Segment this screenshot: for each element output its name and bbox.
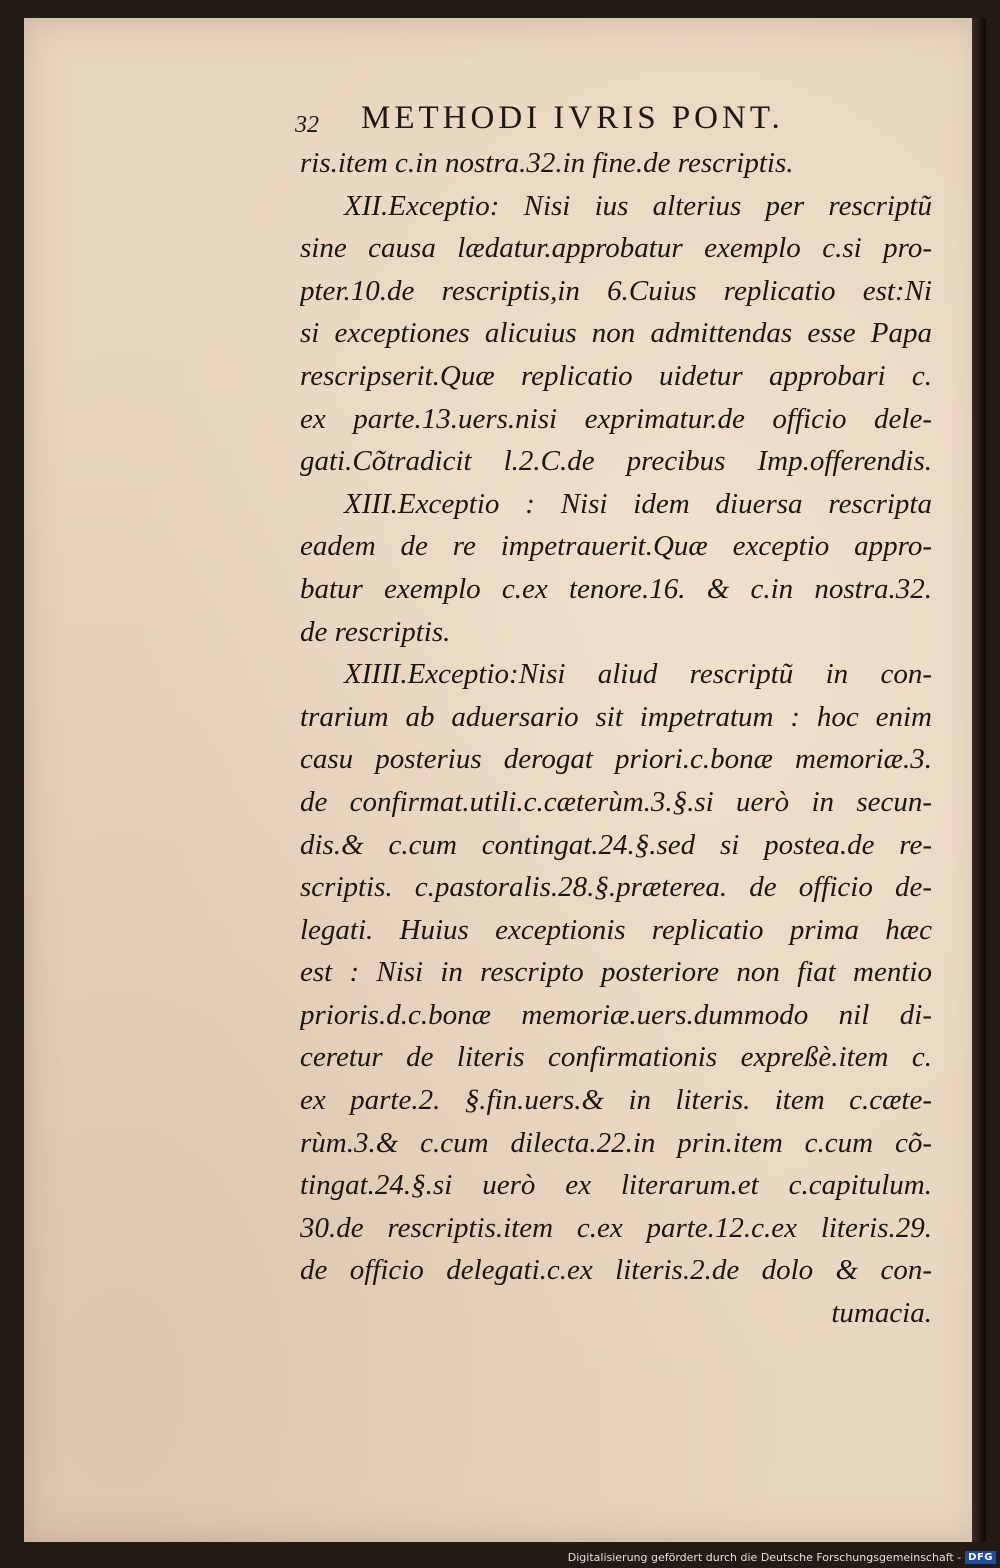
text-line: batur exemplo c.ex tenore.16. & c.in nostra.32. bbox=[300, 572, 932, 605]
text-line: dis.& c.cum contingat.24.§.sed si postea.de re- bbox=[300, 828, 932, 861]
text-line: ex parte.2. §.fin.uers.& in literis. item c.cæte- bbox=[300, 1084, 932, 1117]
body-text bbox=[300, 142, 932, 1335]
credit-text: Digitalisierung gefördert durch die Deutsche Forschungsgemeinschaft - bbox=[567, 1551, 962, 1564]
text-line: gati.Cõtradicit l.2.C.de precibus Imp.offerendis. bbox=[300, 445, 932, 478]
digitization-credit bbox=[568, 1551, 996, 1564]
text-line: XII.Exceptio: Nisi ius alterius per rescriptũ bbox=[344, 189, 932, 222]
text-line: de rescriptis. bbox=[300, 615, 451, 648]
dfg-logo: DFG bbox=[965, 1551, 996, 1564]
text-line: legati. Huius exceptionis replicatio prima hæc bbox=[300, 913, 932, 946]
text-line: rescripserit.Quæ replicatio uidetur approbari c. bbox=[300, 359, 932, 392]
text-line: 30.de rescriptis.item c.ex parte.12.c.ex literis.29. bbox=[300, 1211, 932, 1244]
page-gutter-shadow bbox=[972, 18, 986, 1542]
text-line: tingat.24.§.si uerò ex literarum.et c.capitulum. bbox=[300, 1169, 932, 1202]
text-line: prioris.d.c.bonæ memoriæ.uers.dummodo nil di- bbox=[300, 998, 932, 1031]
text-line: scriptis. c.pastoralis.28.§.præterea. de officio de- bbox=[300, 871, 932, 904]
text-line: de officio delegati.c.ex literis.2.de dolo & con- bbox=[300, 1254, 932, 1287]
text-line: trarium ab aduersario sit impetratum : hoc enim bbox=[300, 700, 932, 733]
text-line: de confirmat.utili.c.cæterùm.3.§.si uerò in secun- bbox=[300, 785, 932, 818]
text-line: sine causa lædatur.approbatur exemplo c.si pro- bbox=[300, 232, 932, 265]
text-line: eadem de re impetrauerit.Quæ exceptio appro- bbox=[300, 530, 932, 563]
text-line: XIIII.Exceptio:Nisi aliud rescriptũ in con- bbox=[344, 658, 932, 691]
page-header bbox=[295, 100, 905, 140]
text-line: casu posterius derogat priori.c.bonæ memoriæ.3. bbox=[300, 743, 932, 776]
text-line: ceretur de literis confirmationis expreßè.item c. bbox=[300, 1041, 932, 1074]
running-title: METHODI IVRIS PONT. bbox=[361, 100, 784, 136]
text-line: est : Nisi in rescripto posteriore non fiat mentio bbox=[300, 956, 932, 989]
text-line: pter.10.de rescriptis,in 6.Cuius replicatio est:Ni bbox=[300, 274, 932, 307]
page-number: 32 bbox=[295, 112, 319, 138]
text-line: rùm.3.& c.cum dilecta.22.in prin.item c.cum cõ- bbox=[300, 1126, 932, 1159]
text-line: XIII.Exceptio : Nisi idem diuersa rescripta bbox=[344, 487, 932, 520]
text-line: si exceptiones alicuius non admittendas esse Papa bbox=[300, 317, 932, 350]
text-line: ex parte.13.uers.nisi exprimatur.de officio dele- bbox=[300, 402, 932, 435]
text-line: tumacia. bbox=[831, 1297, 932, 1330]
text-line: ris.item c.in nostra.32.in fine.de rescriptis. bbox=[300, 147, 794, 179]
